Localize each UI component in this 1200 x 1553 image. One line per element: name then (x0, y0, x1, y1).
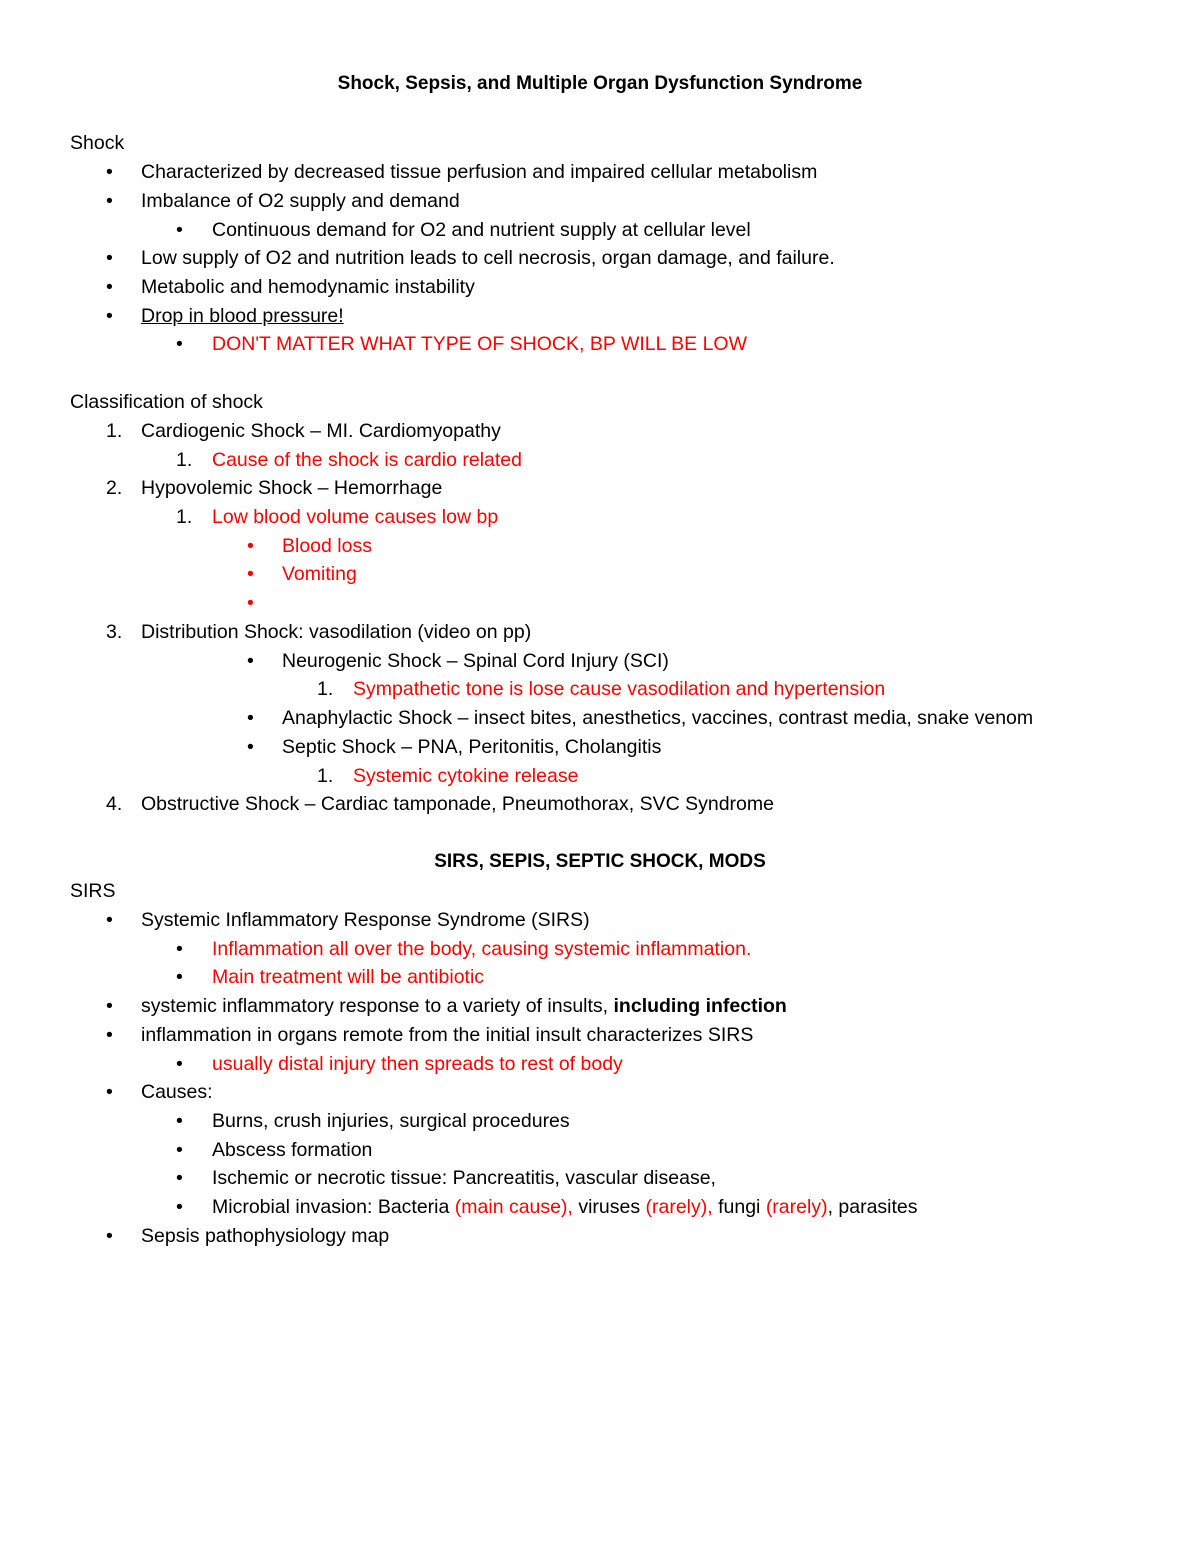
sirs-note-inflammation: Inflammation all over the body, causing systemic inflammation. (212, 938, 752, 960)
sirs-cause-ischemic: Ischemic or necrotic tissue: Pancreatitis, vascular disease, (212, 1167, 716, 1189)
bullet-marker: • (176, 219, 183, 241)
sirs-note-distal: usually distal injury then spreads to rest of body (212, 1053, 623, 1075)
class-item-cardiogenic: Cardiogenic Shock – MI. Cardiomyopathy (141, 420, 501, 442)
sirs-cause-microbial (212, 1195, 918, 1219)
bullet-marker: • (106, 995, 113, 1017)
bullet-marker: • (247, 707, 254, 729)
class-note-hypovolemic: Low blood volume causes low bp (212, 506, 499, 528)
sirs-note-treatment: Main treatment will be antibiotic (212, 966, 485, 988)
class-note-cytokine: Systemic cytokine release (353, 765, 579, 787)
bullet-marker: • (176, 1139, 183, 1161)
list-number: 1. (317, 678, 334, 700)
document-title: Shock, Sepsis, and Multiple Organ Dysfunction Syndrome (337, 73, 863, 94)
microbial-rarely-viruses: (rarely), (645, 1196, 713, 1218)
shock-item-4: Metabolic and hemodynamic instability (141, 276, 475, 298)
sirs-item-response (141, 994, 787, 1018)
microbial-viruses: viruses (572, 1196, 646, 1218)
shock-item-5: Drop in blood pressure! (141, 305, 344, 327)
class-sub-anaphylactic: Anaphylactic Shock – insect bites, anesthetics, vaccines, contrast media, snake venom (282, 707, 1034, 729)
bullet-marker: • (247, 736, 254, 758)
list-number: 3. (106, 621, 123, 643)
sirs-item-causes: Causes: (141, 1081, 213, 1103)
bullet-marker: • (247, 592, 254, 614)
list-number: 2. (106, 477, 123, 499)
shock-subitem-1: Continuous demand for O2 and nutrient supply at cellular level (212, 219, 751, 241)
sirs-response-text: systemic inflammatory response to a variety of insults, (141, 995, 614, 1017)
microbial-parasites: , parasites (827, 1196, 918, 1218)
list-number: 4. (106, 793, 123, 815)
bullet-marker: • (176, 1167, 183, 1189)
sirs-section-title: SIRS, SEPIS, SEPTIC SHOCK, MODS (434, 851, 766, 872)
bullet-marker: • (247, 563, 254, 585)
sirs-cause-abscess: Abscess formation (212, 1139, 373, 1161)
class-item-hypovolemic: Hypovolemic Shock – Hemorrhage (141, 477, 443, 499)
class-sub-neurogenic: Neurogenic Shock – Spinal Cord Injury (SCI) (282, 650, 669, 672)
class-sub-septic: Septic Shock – PNA, Peritonitis, Cholangitis (282, 736, 662, 758)
bullet-marker: • (176, 1053, 183, 1075)
sirs-heading: SIRS (70, 880, 116, 902)
microbial-fungi: fungi (712, 1196, 766, 1218)
bullet-marker: • (106, 247, 113, 269)
shock-item-3: Low supply of O2 and nutrition leads to cell necrosis, organ damage, and failure. (141, 247, 835, 269)
bullet-marker: • (176, 938, 183, 960)
microbial-rarely-fungi: (rarely) (765, 1196, 828, 1218)
bullet-marker: • (176, 1110, 183, 1132)
class-subnote-vomiting: Vomiting (282, 563, 357, 585)
shock-subitem-2: DON'T MATTER WHAT TYPE OF SHOCK, BP WILL BE LOW (212, 333, 747, 355)
bullet-marker: • (176, 966, 183, 988)
sirs-item-map: Sepsis pathophysiology map (141, 1225, 390, 1247)
class-note-sympathetic: Sympathetic tone is lose cause vasodilation and hypertension (353, 678, 886, 700)
bullet-marker: • (247, 650, 254, 672)
bullet-marker: • (247, 535, 254, 557)
sirs-item-remote: inflammation in organs remote from the initial insult characterizes SIRS (141, 1024, 754, 1046)
sirs-cause-burns: Burns, crush injuries, surgical procedures (212, 1110, 570, 1132)
class-subnote-blood-loss: Blood loss (282, 535, 372, 557)
list-number: 1. (176, 506, 193, 528)
classification-heading: Classification of shock (70, 391, 263, 413)
bullet-marker: • (106, 305, 113, 327)
list-number: 1. (176, 449, 193, 471)
shock-item-1: Characterized by decreased tissue perfusion and impaired cellular metabolism (141, 161, 818, 183)
list-number: 1. (317, 765, 334, 787)
bullet-marker: • (176, 1196, 183, 1218)
shock-heading: Shock (70, 132, 125, 154)
shock-item-2: Imbalance of O2 supply and demand (141, 190, 460, 212)
bullet-marker: • (106, 909, 113, 931)
bullet-marker: • (106, 1081, 113, 1103)
class-item-obstructive: Obstructive Shock – Cardiac tamponade, Pneumothorax, SVC Syndrome (141, 793, 774, 815)
bullet-marker: • (106, 190, 113, 212)
microbial-lead: Microbial invasion: Bacteria (212, 1196, 455, 1218)
microbial-main-cause: (main cause), (454, 1196, 573, 1218)
bullet-marker: • (106, 276, 113, 298)
bullet-marker: • (106, 161, 113, 183)
class-note-cardio: Cause of the shock is cardio related (212, 449, 523, 471)
bullet-marker: • (106, 1225, 113, 1247)
class-item-distribution: Distribution Shock: vasodilation (video on pp) (141, 621, 532, 643)
sirs-item-definition: Systemic Inflammatory Response Syndrome (SIRS) (141, 909, 590, 931)
list-number: 1. (106, 420, 123, 442)
bullet-marker: • (176, 333, 183, 355)
bullet-marker: • (106, 1024, 113, 1046)
sirs-response-bold: including infection (613, 995, 787, 1017)
